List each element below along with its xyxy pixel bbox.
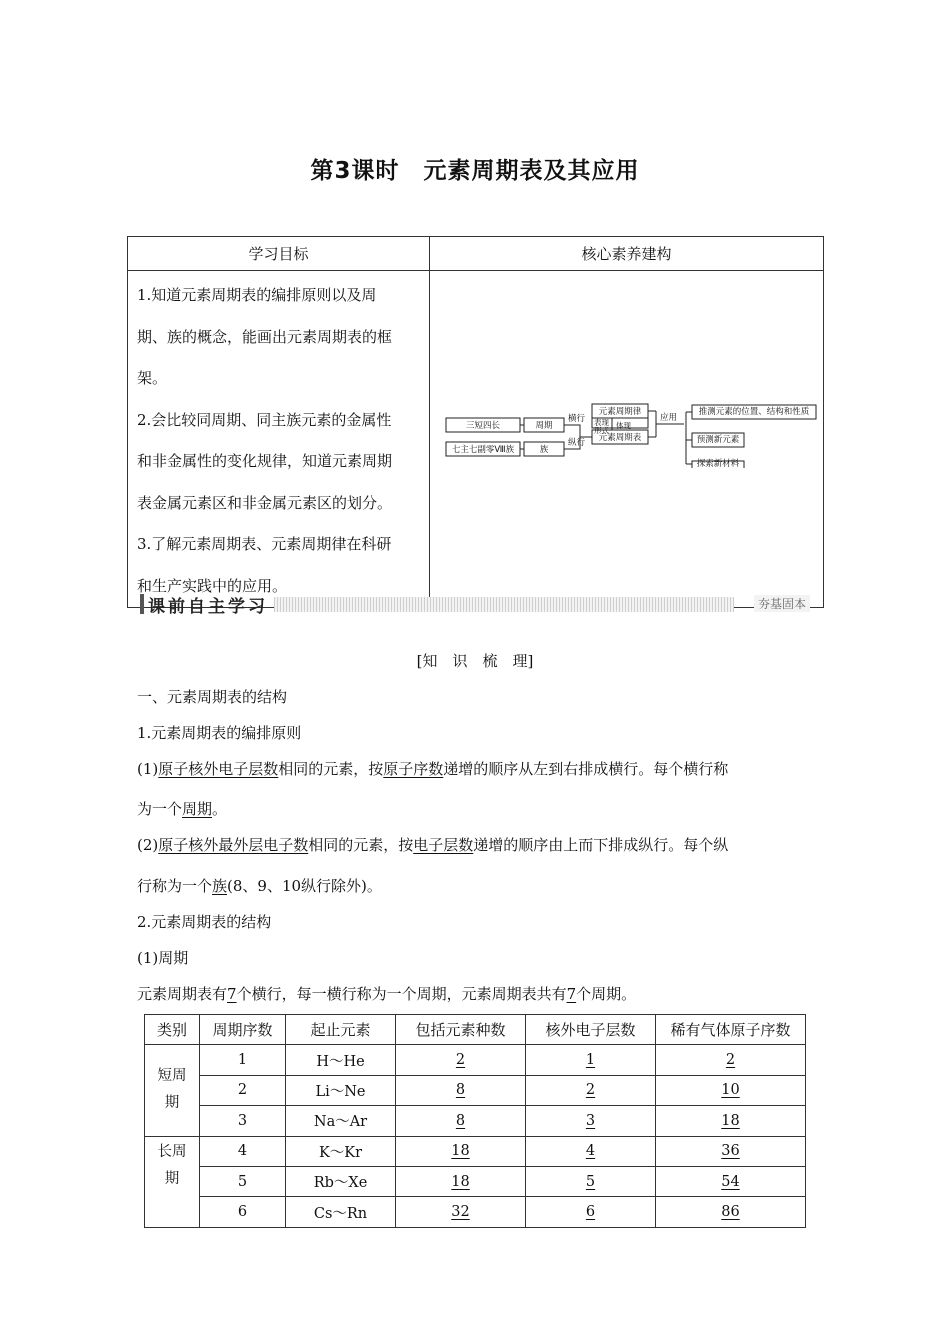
table-row bbox=[145, 1106, 806, 1136]
subheading-arrangement: 1.元素周期表的编排原则 bbox=[137, 724, 302, 742]
subheading-period: (1)周期 bbox=[137, 949, 189, 967]
section-banner bbox=[140, 594, 810, 617]
text-periodic-law: 元素周期律 bbox=[598, 407, 642, 417]
rule-2-line-2: 行称为一个族(8、9、10纵行除外)。 bbox=[137, 877, 382, 895]
category-short-period: 短周 期 bbox=[145, 1045, 200, 1136]
text-period: 周期 bbox=[535, 421, 553, 431]
col-header-learning-goals: 学习目标 bbox=[128, 237, 430, 271]
goal-line: 和非金属性的变化规律，知道元素周期 bbox=[137, 452, 393, 470]
col-header-core-literacy: 核心素养建构 bbox=[430, 237, 824, 271]
blank-answer: 原子序数 bbox=[383, 760, 444, 778]
cell-noble-gas-number: 54 bbox=[656, 1166, 806, 1196]
text-periodic-table: 元素周期表 bbox=[598, 433, 642, 443]
table-row bbox=[145, 1045, 806, 1075]
cell-shell-count: 2 bbox=[526, 1075, 656, 1105]
blank-answer: 周期 bbox=[182, 800, 213, 818]
col-header: 包括元素种数 bbox=[396, 1015, 526, 1045]
table-row bbox=[145, 1197, 806, 1227]
period-table bbox=[144, 1014, 806, 1228]
col-header: 稀有气体原子序数 bbox=[656, 1015, 806, 1045]
banner-label: 课前自主学习 bbox=[148, 597, 268, 617]
text-embody: 体现 bbox=[616, 421, 631, 430]
col-header: 周期序数 bbox=[200, 1015, 286, 1045]
page-title: 第3课时 元素周期表及其应用 bbox=[310, 158, 640, 184]
blank-answer: 电子层数 bbox=[413, 836, 474, 854]
cell-element-range: Na～Ar bbox=[286, 1106, 396, 1136]
blank-answer: 7 bbox=[227, 985, 237, 1003]
cell-element-count: 18 bbox=[396, 1166, 526, 1196]
text-app-new-materials: 探索新材料 bbox=[696, 459, 740, 468]
objectives-table bbox=[127, 236, 824, 608]
goal-line: 1.知道元素周期表的编排原则以及周 bbox=[137, 286, 377, 304]
text-expression-1: 表现 bbox=[594, 418, 609, 427]
rule-2-line-1: (2)原子核外最外层电子数相同的元素，按电子层数递增的顺序由上而下排成纵行。每个纵 bbox=[137, 836, 729, 854]
cell-element-range: Rb～Xe bbox=[286, 1166, 396, 1196]
blank-answer: 7 bbox=[566, 985, 577, 1003]
cell-noble-gas-number: 18 bbox=[656, 1106, 806, 1136]
cell-period-number: 4 bbox=[200, 1136, 286, 1166]
cell-element-count: 8 bbox=[396, 1075, 526, 1105]
text-app-predict-properties: 推测元素的位置、结构和性质 bbox=[698, 407, 810, 417]
learning-goals-cell bbox=[128, 271, 430, 608]
cell-element-range: Cs～Rn bbox=[286, 1197, 396, 1227]
cell-period-number: 3 bbox=[200, 1106, 286, 1136]
category-long-period: 长周 期 bbox=[145, 1136, 200, 1227]
cell-element-count: 18 bbox=[396, 1136, 526, 1166]
cell-shell-count: 3 bbox=[526, 1106, 656, 1136]
rule-1-line-2: 为一个周期。 bbox=[137, 800, 228, 818]
blank-answer: 原子核外最外层电子数 bbox=[158, 836, 309, 854]
cell-shell-count: 5 bbox=[526, 1166, 656, 1196]
goal-line: 表金属元素区和非金属元素区的划分。 bbox=[137, 493, 393, 512]
table-row bbox=[145, 1136, 806, 1166]
concept-map-cell bbox=[430, 271, 824, 608]
text-application: 应用 bbox=[660, 413, 678, 423]
text-columns: 纵行 bbox=[568, 438, 586, 448]
subheading-structure: 2.元素周期表的结构 bbox=[137, 913, 272, 931]
text-app-predict-elements: 预测新元素 bbox=[696, 435, 740, 445]
text-expression-2: 形式 bbox=[594, 426, 609, 435]
cell-shell-count: 4 bbox=[526, 1136, 656, 1166]
cell-shell-count: 1 bbox=[526, 1045, 656, 1075]
rule-1-line-1: (1)原子核外电子层数相同的元素，按原子序数递增的顺序从左到右排成横行。每个横行称 bbox=[137, 760, 729, 778]
table-row bbox=[145, 1075, 806, 1105]
text-rows: 横行 bbox=[568, 414, 586, 424]
cell-period-number: 1 bbox=[200, 1045, 286, 1075]
cell-period-number: 2 bbox=[200, 1075, 286, 1105]
text-group: 族 bbox=[539, 445, 549, 455]
period-summary: 元素周期表有7个横行，每一横行称为一个周期，元素周期表共有7个周期。 bbox=[137, 985, 637, 1003]
col-header: 类别 bbox=[145, 1015, 200, 1045]
banner-tag: 夯基固本 bbox=[754, 595, 810, 612]
col-header: 起止元素 bbox=[286, 1015, 396, 1045]
banner-bar bbox=[140, 594, 144, 614]
text-three-short-four-long: 三短四长 bbox=[465, 421, 501, 431]
knowledge-heading: [知 识 梳 理] bbox=[416, 652, 534, 670]
blank-answer: 族 bbox=[212, 877, 228, 895]
goal-line: 2.会比较同周期、同主族元素的金属性 bbox=[137, 410, 392, 429]
cell-element-range: Li～Ne bbox=[286, 1075, 396, 1105]
cell-element-range: H～He bbox=[286, 1045, 396, 1075]
goal-line: 架。 bbox=[137, 369, 168, 387]
cell-noble-gas-number: 2 bbox=[656, 1045, 806, 1075]
goal-line: 期、族的概念，能画出元素周期表的框 bbox=[137, 327, 393, 346]
cell-shell-count: 6 bbox=[526, 1197, 656, 1227]
blank-answer: 原子核外电子层数 bbox=[158, 760, 279, 778]
cell-noble-gas-number: 36 bbox=[656, 1136, 806, 1166]
goal-line: 和生产实践中的应用。 bbox=[137, 576, 288, 595]
goal-line: 3.了解元素周期表、元素周期律在科研 bbox=[137, 535, 392, 553]
cell-noble-gas-number: 10 bbox=[656, 1075, 806, 1105]
table-row bbox=[145, 1166, 806, 1196]
cell-period-number: 5 bbox=[200, 1166, 286, 1196]
cell-element-count: 32 bbox=[396, 1197, 526, 1227]
cell-element-count: 8 bbox=[396, 1106, 526, 1136]
cell-element-range: K～Kr bbox=[286, 1136, 396, 1166]
text-main-groups: 七主七副零Ⅷ族 bbox=[451, 445, 515, 455]
cell-period-number: 6 bbox=[200, 1197, 286, 1227]
col-header: 核外电子层数 bbox=[526, 1015, 656, 1045]
section-heading-structure: 一、元素周期表的结构 bbox=[137, 688, 288, 706]
concept-map-diagram bbox=[442, 368, 822, 468]
banner-hatch bbox=[274, 597, 734, 612]
cell-element-count: 2 bbox=[396, 1045, 526, 1075]
cell-noble-gas-number: 86 bbox=[656, 1197, 806, 1227]
